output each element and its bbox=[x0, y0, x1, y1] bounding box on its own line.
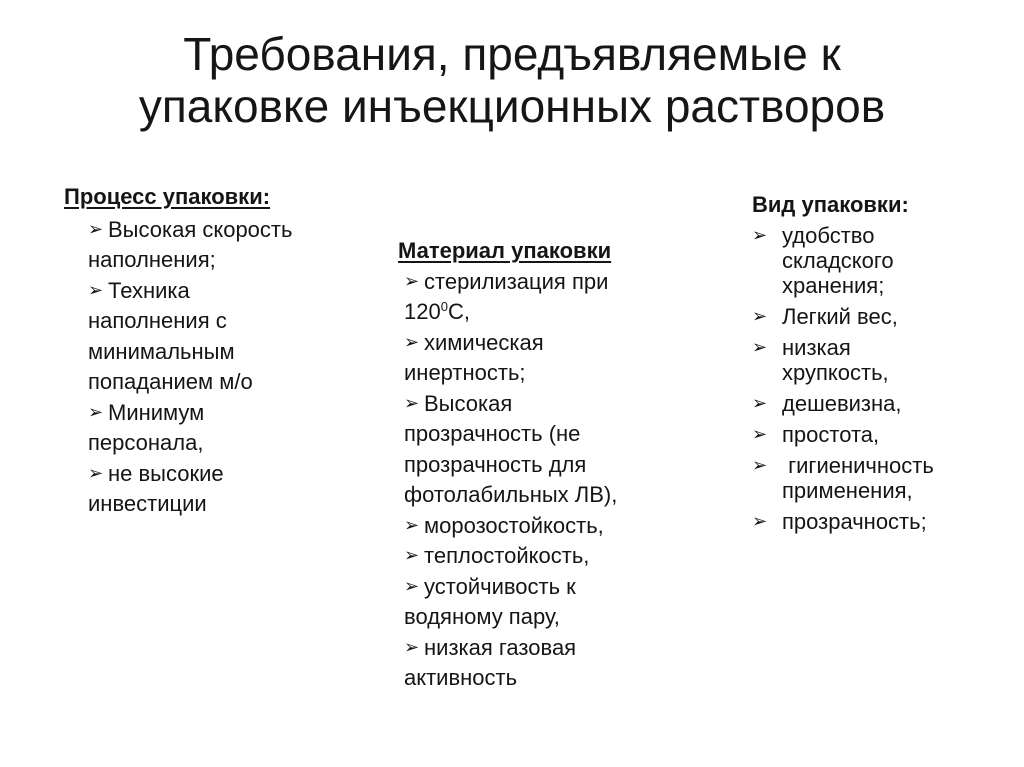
list-item-line: наполнения с bbox=[88, 308, 227, 333]
list-item bbox=[752, 335, 934, 385]
list-item-line: морозостойкость, bbox=[424, 512, 604, 538]
packaging-kind-column bbox=[752, 190, 934, 540]
arrow-checkmark-icon: ➢ bbox=[88, 401, 104, 423]
list-item-line: дешевизна, bbox=[782, 390, 902, 416]
list-item-line: попаданием м/о bbox=[88, 369, 253, 394]
list-item-line: применения, bbox=[782, 477, 913, 503]
list-item-line: теплостойкость, bbox=[424, 543, 590, 568]
list-item-line: Высокая bbox=[424, 390, 513, 416]
arrow-checkmark-icon: ➢ bbox=[404, 545, 420, 566]
arrow-checkmark-icon: ➢ bbox=[404, 331, 420, 353]
list-item bbox=[88, 215, 292, 276]
list-item bbox=[404, 633, 617, 694]
list-item bbox=[404, 328, 617, 389]
list-item-line: Техника bbox=[108, 277, 190, 303]
list-item bbox=[404, 511, 617, 542]
list-item-line: минимальным bbox=[88, 338, 235, 364]
list-item bbox=[752, 223, 934, 298]
packaging-process-heading: Процесс упаковки: bbox=[64, 184, 271, 209]
arrow-checkmark-icon: ➢ bbox=[752, 454, 768, 476]
arrow-checkmark-icon: ➢ bbox=[404, 636, 420, 658]
arrow-checkmark-icon: ➢ bbox=[752, 423, 768, 445]
list-item bbox=[88, 459, 292, 520]
list-item bbox=[752, 422, 934, 447]
packaging-kind-heading: Вид упаковки: bbox=[752, 192, 909, 217]
list-item bbox=[404, 389, 617, 511]
list-item-line: химическая bbox=[424, 329, 544, 355]
arrow-checkmark-icon: ➢ bbox=[404, 392, 420, 414]
list-item-line: наполнения; bbox=[88, 247, 216, 272]
arrow-checkmark-icon: ➢ bbox=[752, 392, 768, 414]
list-item-line: складского bbox=[782, 247, 894, 273]
arrow-checkmark-icon: ➢ bbox=[88, 218, 104, 240]
title-line-2: упаковке инъекционных растворов bbox=[138, 80, 886, 132]
list-item bbox=[752, 453, 934, 503]
list-item-line: персонала, bbox=[88, 430, 204, 455]
list-item-line: низкая bbox=[782, 334, 851, 360]
list-item-line: низкая газовая bbox=[424, 634, 577, 660]
list-item-line: Легкий вес, bbox=[782, 303, 898, 329]
list-item-line: хранения; bbox=[782, 272, 885, 298]
list-item-line bbox=[404, 297, 617, 328]
list-item-line: прозрачность; bbox=[782, 508, 927, 534]
arrow-checkmark-icon: ➢ bbox=[752, 305, 768, 327]
list-item-line: прозрачность (не bbox=[404, 421, 581, 446]
list-item-line: удобство bbox=[782, 222, 875, 248]
list-item-line: простота, bbox=[782, 421, 880, 447]
list-item bbox=[404, 267, 617, 328]
arrow-checkmark-icon: ➢ bbox=[752, 224, 768, 246]
list-item-line: инвестиции bbox=[88, 491, 207, 516]
list-item-line: активность bbox=[404, 665, 518, 690]
arrow-checkmark-icon: ➢ bbox=[752, 336, 768, 358]
list-item bbox=[752, 391, 934, 416]
list-item-line: Высокая скорость bbox=[108, 216, 293, 242]
list-item-line: инертность; bbox=[404, 360, 526, 385]
temperature-degree: 0 bbox=[440, 299, 448, 314]
list-item bbox=[404, 541, 617, 572]
list-item-line: Минимум bbox=[108, 399, 205, 425]
arrow-checkmark-icon: ➢ bbox=[404, 575, 420, 597]
arrow-checkmark-icon: ➢ bbox=[88, 462, 104, 484]
arrow-checkmark-icon: ➢ bbox=[404, 514, 420, 536]
list-item-line: фотолабильных ЛВ), bbox=[404, 482, 618, 507]
arrow-checkmark-icon: ➢ bbox=[88, 279, 104, 301]
list-item-line: гигиеничность bbox=[782, 452, 934, 478]
arrow-checkmark-icon: ➢ bbox=[752, 510, 768, 532]
list-item-line: хрупкость, bbox=[782, 359, 889, 385]
list-item bbox=[752, 509, 934, 534]
list-item-line: водяному пару, bbox=[404, 604, 560, 629]
list-item bbox=[752, 304, 934, 329]
packaging-process-column bbox=[64, 182, 292, 520]
temperature-unit: С, bbox=[447, 299, 470, 324]
list-item-line: стерилизация при bbox=[424, 268, 609, 294]
packaging-material-heading: Материал упаковки bbox=[398, 238, 612, 263]
list-item-line: прозрачность для bbox=[404, 451, 587, 477]
list-item-line: не высокие bbox=[108, 460, 224, 486]
arrow-checkmark-icon: ➢ bbox=[404, 270, 420, 292]
packaging-material-column bbox=[398, 236, 617, 694]
list-item-line: устойчивость к bbox=[424, 573, 576, 599]
temperature-value: 120 bbox=[404, 299, 441, 324]
list-item bbox=[88, 276, 292, 398]
page-title bbox=[0, 28, 1024, 132]
title-line-1: Требования, предъявляемые к bbox=[183, 28, 841, 80]
list-item bbox=[88, 398, 292, 459]
list-item bbox=[404, 572, 617, 633]
